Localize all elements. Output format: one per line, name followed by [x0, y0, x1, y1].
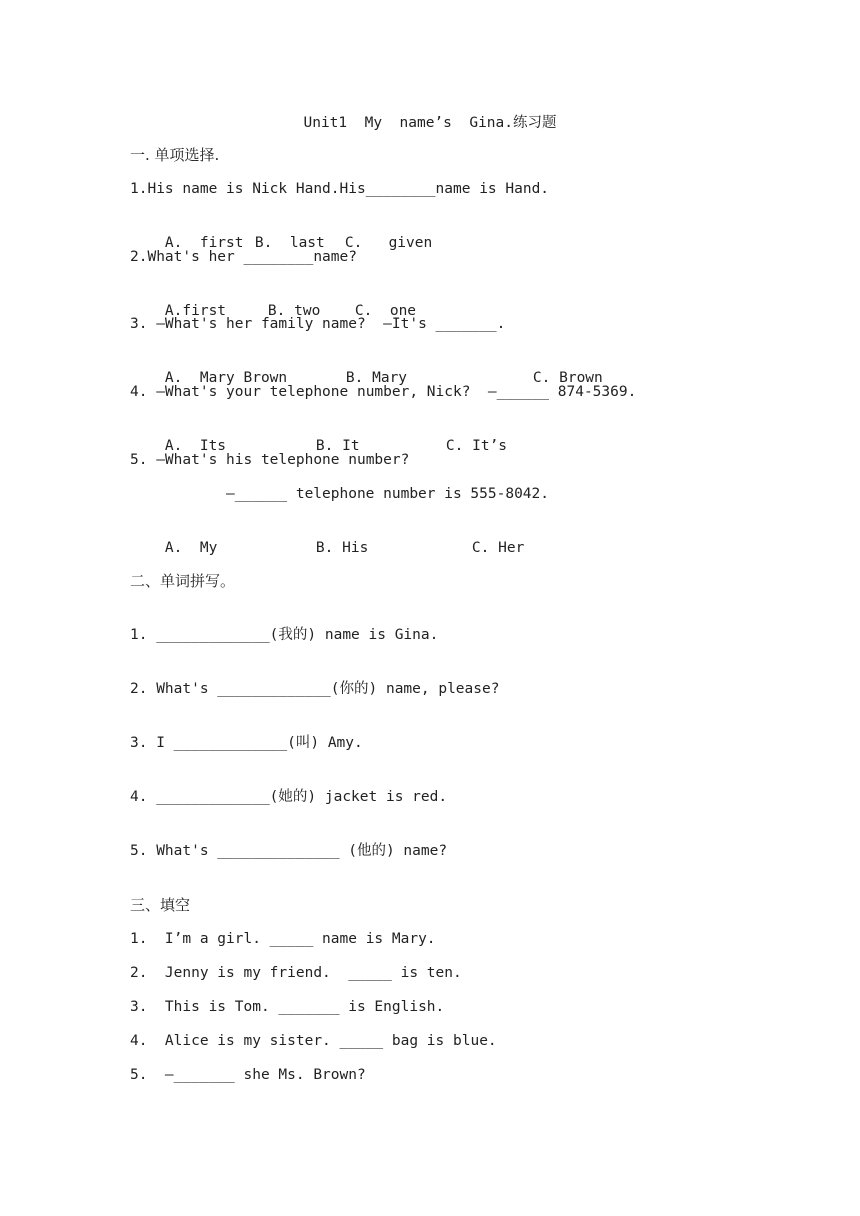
section1-heading: 一. 单项选择. [130, 146, 220, 164]
option-b: B. last [254, 235, 325, 251]
spelling-item-3: 3. I _____________(叫) Amy. [130, 735, 363, 751]
option-b: B. It [315, 438, 360, 454]
section3-heading: 三、填空 [130, 896, 191, 914]
section2-heading: 二、单词拼写。 [130, 572, 236, 590]
option-c: C. Her [471, 540, 525, 556]
fill-item-2: 2. Jenny is my friend. _____ is ten. [130, 965, 462, 981]
spelling-item-2: 2. What's _____________(你的) name, please? [130, 681, 500, 697]
option-a: A. Its [164, 438, 227, 454]
option-a: A. first [164, 235, 244, 251]
question-1: 1.His name is Nick Hand.His________name is Hand. [130, 181, 550, 197]
question-2: 2.What's her ________name? [130, 249, 357, 265]
question-5-options [130, 518, 524, 578]
spelling-item-5: 5. What's ______________ (他的) name? [130, 843, 448, 859]
spelling-item-4: 4. _____________(她的) jacket is red. [130, 789, 448, 805]
spelling-item-1: 1. _____________(我的) name is Gina. [130, 627, 439, 643]
option-a: A. Mary Brown [164, 370, 288, 386]
question-4: 4. —What's your telephone number, Nick? —______ 874-5369. [130, 384, 637, 400]
fill-item-4: 4. Alice is my sister. _____ bag is blue. [130, 1033, 497, 1049]
question-5: 5. —What's his telephone number? [130, 452, 410, 468]
option-c: C. given [344, 235, 433, 251]
option-a: A.first [164, 303, 227, 319]
option-c: C. It’s [445, 438, 508, 454]
fill-item-1: 1. I’m a girl. _____ name is Mary. [130, 931, 436, 947]
fill-item-5: 5. —_______ she Ms. Brown? [130, 1067, 366, 1083]
option-c: C. one [354, 303, 417, 319]
option-b: B. two [267, 303, 321, 319]
option-b: B. His [315, 540, 369, 556]
fill-item-3: 3. This is Tom. _______ is English. [130, 999, 445, 1015]
question-3: 3. —What's her family name? —It's _______. [130, 316, 506, 332]
option-a: A. My [164, 540, 218, 556]
option-b: B. Mary [345, 370, 408, 386]
page-title: Unit1 My name’s Gina.练习题 [303, 115, 557, 131]
option-c: C. Brown [532, 370, 603, 386]
question-5-answer-line: —______ telephone number is 555-8042. [226, 486, 550, 502]
